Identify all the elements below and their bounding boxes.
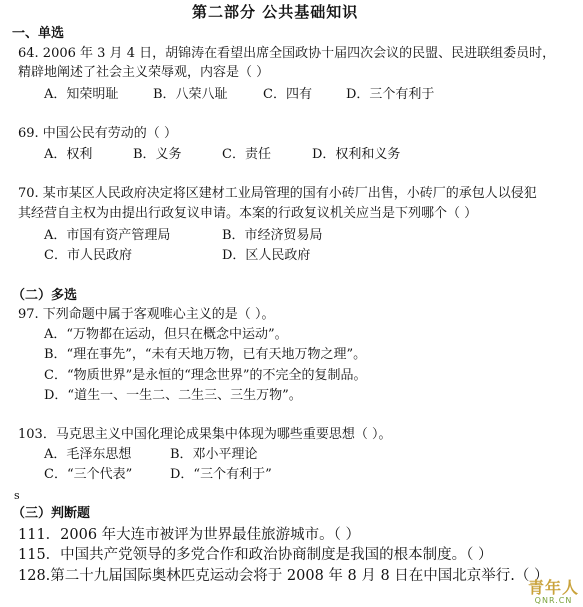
section-heading-single-choice: 一、单选: [12, 26, 65, 41]
question-69: 69. 中国公民有劳动的（ ）: [18, 126, 177, 141]
q97-option-d: D．“道生一、一生二、二生三、三生万物”。: [44, 388, 302, 403]
q69-option-c: C．责任: [222, 147, 271, 162]
q97-option-a: A．“万物都在运动，但只在概念中运动”。: [44, 327, 288, 342]
question-70-line1: 70. 某市某区人民政府决定将区建材工业局管理的国有小砖厂出售，小砖厂的承包人以侵犯: [18, 186, 537, 201]
question-97: 97. 下列命题中属于客观唯心主义的是（ ）。: [18, 307, 275, 322]
q103-option-c: C．“三个代表”: [44, 467, 133, 482]
q64-option-c: C．四有: [263, 87, 312, 102]
q64-option-b: B．八荣八耻: [153, 87, 228, 102]
q70-option-d: D．区人民政府: [222, 248, 311, 263]
q103-option-a: A．毛泽东思想: [44, 447, 132, 462]
q69-option-d: D．权利和义务: [312, 147, 401, 162]
question-111: 111．2006 年大连市被评为世界最佳旅游城市。（ ）: [18, 527, 361, 543]
q103-option-d: D．“三个有利于”: [170, 467, 272, 482]
watermark-logo: 青年人: [527, 578, 579, 597]
q70-option-b: B．市经济贸易局: [222, 228, 323, 243]
question-70-line2: 其经营自主权为由提出行政复议申请。本案的行政复议机关应当是下列哪个（ ）: [18, 206, 478, 221]
question-64-line2: 精辟地阐述了社会主义荣辱观，内容是（ ）: [18, 65, 270, 80]
watermark-url: QNR.CN: [534, 596, 573, 605]
stray-character: s: [14, 489, 20, 502]
question-115: 115．中国共产党领导的多党合作和政治协商制度是我国的根本制度。（ ）: [18, 547, 493, 563]
q69-option-b: B．义务: [133, 147, 182, 162]
q97-option-b: B．“理在事先”，“未有天地万物，已有天地万物之理”。: [44, 347, 367, 362]
question-128: 128.第二十九届国际奥林匹克运动会将于 2008 年 8 月 8 日在中国北京举行.（ ）: [18, 568, 549, 584]
q97-option-c: C．“物质世界”是永恒的“理念世界”的不完全的复制品。: [44, 368, 367, 383]
q70-option-c: C．市人民政府: [44, 248, 132, 263]
page-title: 第二部分 公共基础知识: [192, 3, 359, 21]
q64-option-d: D．三个有利于: [346, 87, 435, 102]
watermark: [528, 575, 579, 605]
question-103: 103．马克思主义中国化理论成果集中体现为哪些重要思想（ ）。: [18, 427, 392, 442]
section-heading-true-false: （三）判断题: [12, 506, 91, 521]
section-heading-multi-choice: （二）多选: [12, 288, 78, 303]
q70-option-a: A．市国有资产管理局: [44, 228, 171, 243]
q103-option-b: B．邓小平理论: [170, 447, 258, 462]
q64-option-a: A．知荣明耻: [44, 87, 119, 102]
q69-option-a: A．权利: [44, 147, 93, 162]
question-64-line1: 64. 2006 年 3 月 4 日，胡锦涛在看望出席全国政协十届四次会议的民盟、民进联组委员时，: [18, 46, 556, 61]
